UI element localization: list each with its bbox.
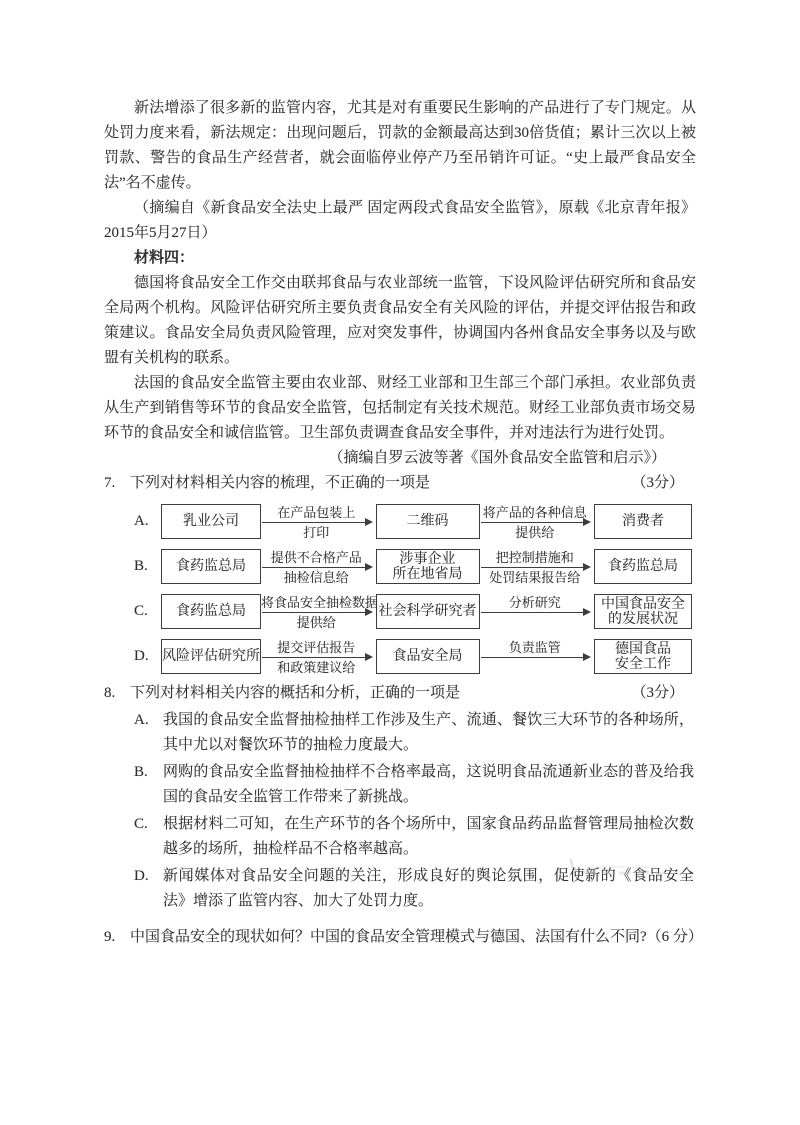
option-a-label: A.: [134, 712, 149, 728]
box-text: 德国食品: [615, 641, 671, 657]
flowchart-row-d: [134, 634, 692, 679]
question-8-options: [134, 708, 696, 914]
flowchart-box: [594, 639, 692, 674]
arrow-label: 抽检信息给: [283, 569, 349, 585]
flowchart-box: [594, 504, 692, 539]
option-a-label: A.: [134, 513, 149, 529]
question-7-points: （3分）: [631, 475, 684, 491]
box-text: 的发展状况: [608, 611, 678, 627]
material-4-heading: 材料四：: [134, 250, 195, 266]
arrow-label: 提交评估报告: [277, 639, 356, 655]
scan-smudge-artifact: [563, 856, 678, 882]
option-d-text: 新闻媒体对食品安全问题的关注，形成良好的舆论氛围，促使新的《食品安全法》增添了监管内容、加大了处罚力度。: [163, 868, 694, 909]
box-text: 风险评估研究所: [162, 649, 260, 664]
flowchart-row-b: [134, 544, 692, 589]
flowchart-row-c: [134, 589, 692, 634]
question-7-number: 7.: [104, 475, 116, 491]
box-text: 消费者: [622, 514, 664, 529]
question-7-heading: [104, 471, 696, 496]
arrow-label: 和政策建议给: [277, 659, 356, 675]
question-8-points: （3分）: [631, 685, 684, 701]
flowchart-arrow: [480, 589, 595, 634]
arrow-label: 在产品包装上: [277, 504, 356, 520]
flowchart-box: [594, 549, 692, 584]
question-8-number: 8.: [104, 685, 116, 701]
question-7-flowchart: [134, 499, 696, 679]
arrow-label: 把控制措施和: [495, 549, 574, 565]
flowchart-box: [161, 504, 261, 539]
option-c-label: C.: [134, 603, 148, 619]
option-b-label: B.: [134, 764, 148, 780]
flowchart-box: [376, 504, 480, 539]
flowchart-row-a: [134, 499, 692, 544]
flowchart-arrow: [261, 589, 379, 634]
option-a: [134, 708, 696, 758]
option-b-text: 网购的食品安全监督抽检抽样不合格率最高，这说明食品流通新业态的普及给我国的食品安全监管工作带来了新挑战。: [163, 764, 694, 805]
question-8-heading: [104, 681, 696, 706]
arrow-label: 分析研究: [508, 594, 561, 610]
flowchart-arrow: [261, 499, 376, 544]
arrow-line: [481, 657, 589, 658]
flowchart-box: [376, 639, 480, 674]
box-text: 所在地省局: [392, 566, 463, 582]
flowchart-arrow: [480, 499, 595, 544]
arrow-label: 负责监管: [508, 639, 561, 655]
question-9-number: 9.: [104, 929, 116, 945]
flowchart-box: [161, 639, 261, 674]
flowchart-arrow: [480, 634, 595, 679]
flowchart-box: [161, 549, 261, 584]
option-b: [134, 760, 696, 810]
flowchart-box: [376, 549, 480, 584]
option-c: [134, 812, 696, 862]
box-text: 二维码: [406, 514, 449, 529]
box-text: 涉事企业: [399, 551, 456, 567]
paragraph-source-beijing-youth-daily: （摘编自《新食品安全法史上最严 固定两段式食品安全监管》，原载《北京青年报》2015年5月27日）: [104, 200, 696, 241]
paragraph-source-luo-yunbo: （摘编自罗云波等著《国外食品安全监管和启示》）: [328, 450, 666, 466]
option-d-label: D.: [134, 648, 149, 664]
flowchart-box: [376, 594, 480, 629]
flowchart-box: [594, 594, 692, 629]
arrow-label: 打印: [303, 524, 330, 540]
flowchart-arrow: [261, 634, 376, 679]
flowchart-box: [161, 594, 261, 629]
arrow-label: 将食品安全抽检数据: [261, 594, 379, 610]
option-a-text: 我国的食品安全监督抽检抽样工作涉及生产、流通、餐饮三大环节的各种场所，其中尤以对餐饮环节的抽检力度最大。: [163, 712, 694, 753]
arrow-label: 将产品的各种信息: [482, 504, 587, 520]
box-text: 乳业公司: [183, 514, 239, 529]
paragraph-new-law: 新法增添了很多新的监管内容，尤其是对有重要民生影响的产品进行了专门规定。从处罚力度来看，新法规定：出现问题后，罚款的金额最高达到30倍货值；累计三次以上被罚款、警告的食品生产经营者，就会面临停业停产乃至吊销许可证。“史上最严食品安全法”名不虚传。: [104, 100, 696, 191]
box-text: 社会科学研究者: [378, 604, 477, 619]
arrow-label: 提供给: [515, 524, 555, 540]
question-8-text: 下列对材料相关内容的概括和分析，正确的一项是: [130, 685, 461, 701]
arrow-label: 处罚结果报告给: [489, 569, 581, 585]
arrow-line: [481, 612, 589, 613]
flowchart-arrow: [261, 544, 376, 589]
option-b-label: B.: [134, 558, 148, 574]
box-text: 中国食品安全: [601, 596, 685, 612]
question-9-heading: [104, 925, 703, 950]
page-content: [104, 96, 703, 950]
question-7-text: 下列对材料相关内容的梳理，不正确的一项是: [130, 475, 431, 491]
box-text: 食药监总局: [176, 559, 246, 574]
flowchart-arrow: [480, 544, 595, 589]
paragraph-germany: 德国将食品安全工作交由联邦食品与农业部统一监管，下设风险评估研究所和食品安全局两个机构。风险评估研究所主要负责食品安全有关风险的评估，并提交评估报告和政策建议。食品安全局负责风险管理，应对突发事件，协调国内各州食品安全事务以及与欧盟有关机构的联系。: [104, 275, 696, 366]
paragraph-france: 法国的食品安全监管主要由农业部、财经工业部和卫生部三个部门承担。农业部负责从生产到销售等环节的食品安全监管，包括制定有关技术规范。财经工业部负责市场交易环节的食品安全和诚信监管。卫生部负责调查食品安全事件，并对违法行为进行处罚。: [104, 375, 696, 441]
box-text: 安全工作: [615, 656, 671, 672]
box-text: 食药监总局: [608, 559, 678, 574]
option-d-label: D.: [134, 868, 149, 884]
box-text: 食药监总局: [176, 604, 246, 619]
option-c-text: 根据材料二可知，在生产环节的各个场所中，国家食品药品监督管理局抽检次数越多的场所，抽检样品不合格率越高。: [163, 816, 694, 857]
arrow-label: 提供不合格产品: [270, 549, 362, 565]
question-9-text: 中国食品安全的现状如何？中国的食品安全管理模式与德国、法国有什么不同?（6 分）: [130, 929, 703, 945]
box-text: 食品安全局: [392, 649, 463, 664]
option-c-label: C.: [134, 816, 148, 832]
arrow-label: 提供给: [296, 614, 336, 630]
